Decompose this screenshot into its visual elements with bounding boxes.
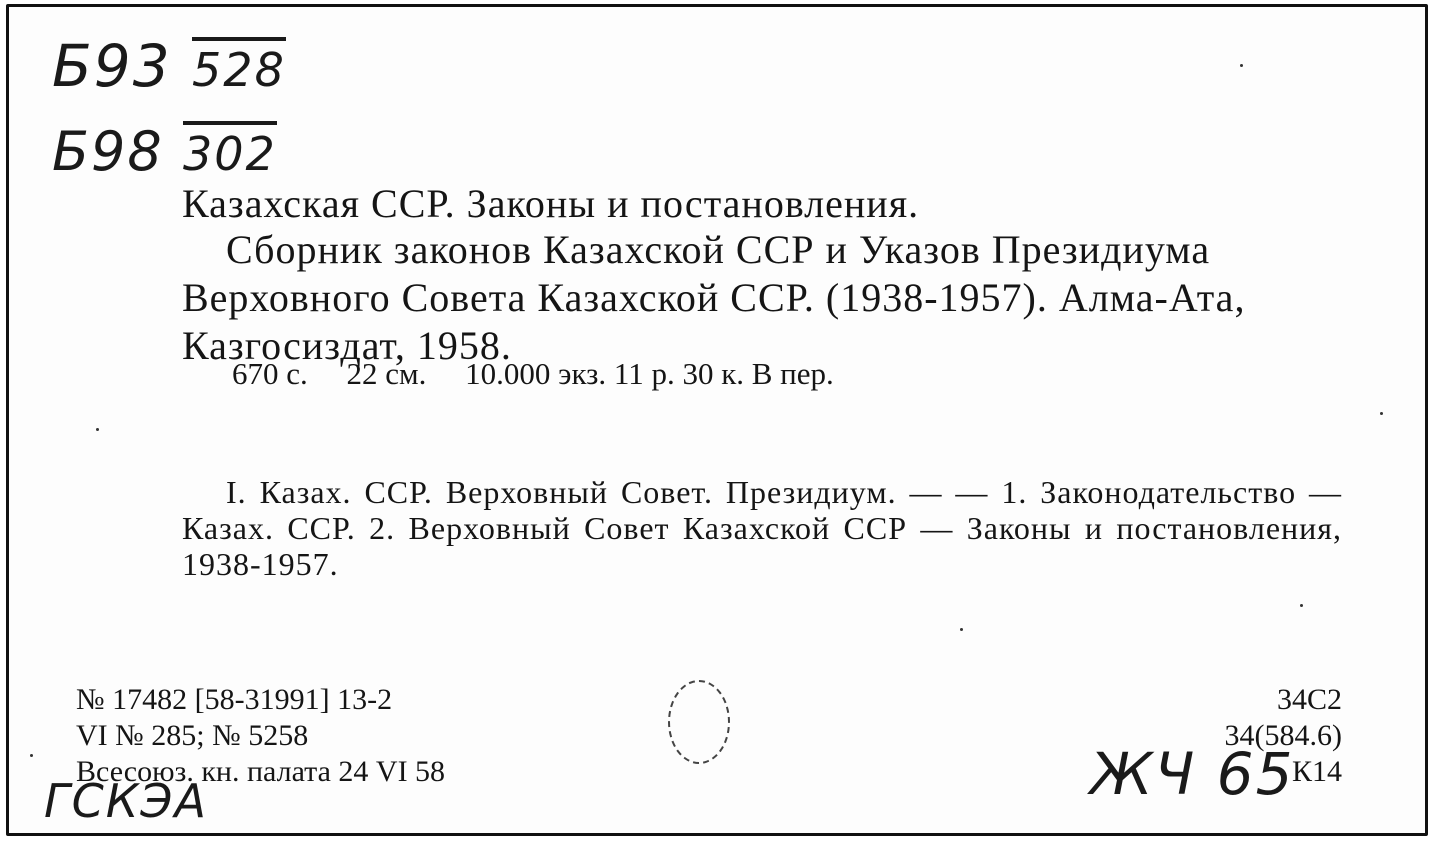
entry-heading: Казахская ССР. Законы и постановления. bbox=[182, 181, 920, 226]
shelfmark-2-number: 302 bbox=[183, 121, 277, 181]
speck bbox=[30, 754, 33, 757]
handwritten-shelfmark-2 bbox=[52, 120, 277, 183]
footer-left-line1: № 17482 [58-31991] 13-2 bbox=[76, 683, 393, 716]
footer-right-line2: 34(584.6) bbox=[1224, 719, 1342, 752]
footer-right-line3: К14 bbox=[1291, 755, 1342, 788]
punch-hole bbox=[668, 680, 730, 764]
shelfmark-1-number: 528 bbox=[192, 37, 286, 97]
entry-body bbox=[182, 226, 1342, 370]
shelfmark-1-main: Б93 bbox=[52, 32, 172, 100]
shelfmark-2-main: Б98 bbox=[52, 120, 164, 183]
handwritten-shelfmark-1 bbox=[52, 32, 286, 100]
speck bbox=[1300, 604, 1303, 607]
speck bbox=[1240, 64, 1243, 67]
entry-tracings-text: I. Казах. ССР. Верховный Совет. Президиум. — — 1. Законодательство — Казах. ССР. 2. Верховный Совет Казахской ССР — Законы и постановления, 1938-1957. bbox=[182, 474, 1342, 582]
speck bbox=[960, 628, 963, 631]
entry-body-text: Сборник законов Казахской ССР и Указов Президиума Верховного Совета Казахской ССР. (1938-1957). Алма-Ата, Казгосиздат, 1958. bbox=[182, 227, 1246, 368]
handwritten-note-bottom-left: ГСКЭА bbox=[44, 774, 208, 828]
entry-collation: 670 с. 22 см. 10.000 экз. 11 р. 30 к. В пер. bbox=[232, 356, 834, 391]
handwritten-note-bottom-right: ЖЧ 65 bbox=[1090, 740, 1295, 808]
speck bbox=[96, 428, 99, 431]
entry-tracings bbox=[182, 474, 1342, 582]
footer-left-line2: VI № 285; № 5258 bbox=[76, 719, 309, 752]
speck bbox=[1380, 412, 1383, 415]
footer-right-line1: 34С2 bbox=[1276, 683, 1342, 716]
footer-left-line3: Всесоюз. кн. палата 24 VI 58 bbox=[76, 755, 446, 788]
